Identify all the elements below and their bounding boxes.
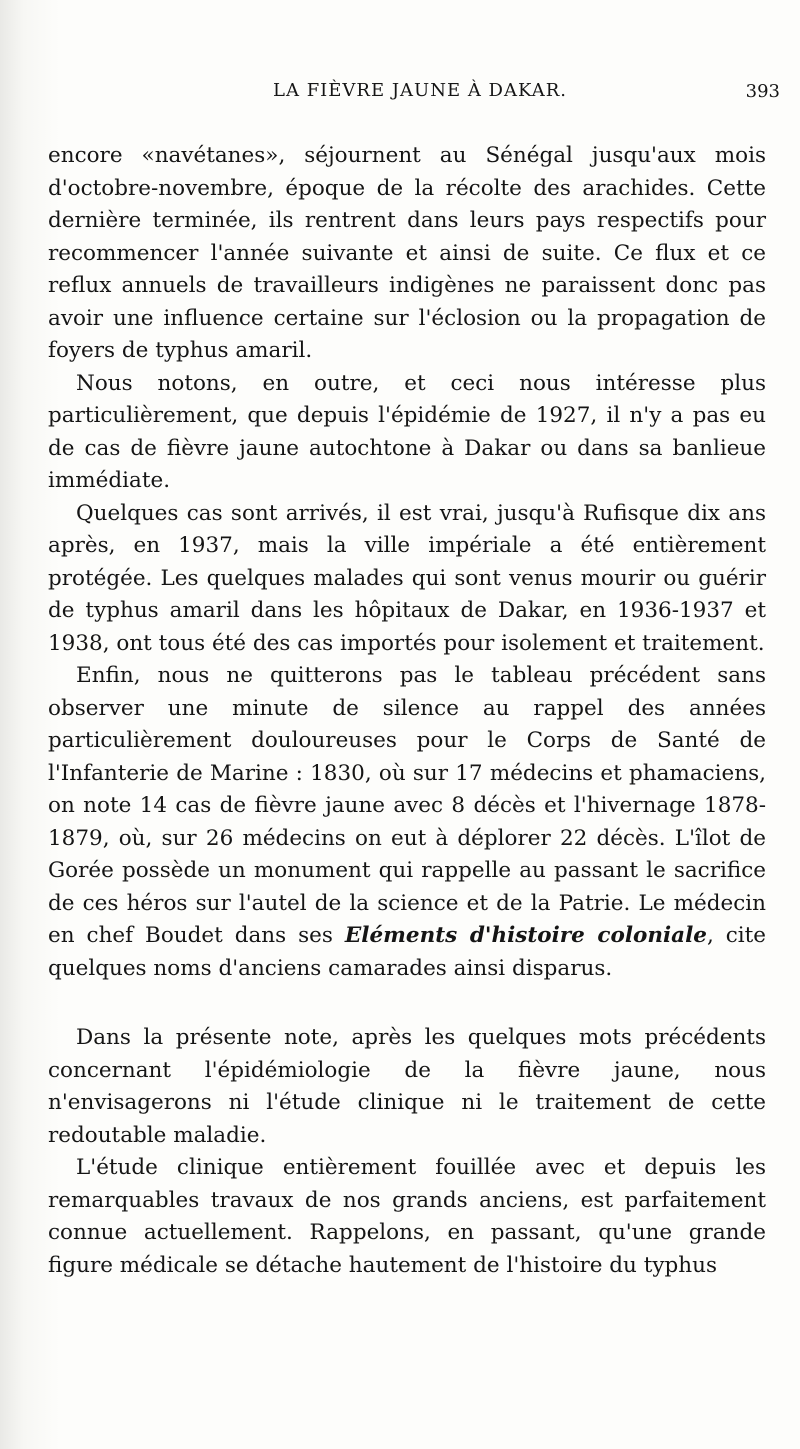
body-text xyxy=(48,140,766,1282)
running-header xyxy=(60,80,780,110)
paragraph-5: Dans la présente note, après les quelques mots précédents concernant l'épidémiologie de la fièvre jaune, nous n'envisagerons ni l'étude clinique ni le traitement de cette redoutable maladie. xyxy=(48,1025,766,1148)
paragraph-3: Quelques cas sont arrivés, il est vrai, jusqu'à Rufisque dix ans après, en 1937, mais la ville impériale a été entièrement protégée. Les quelques malades qui sont venus mourir ou guérir de typhus amaril dans les hôpitaux de Dakar, en 1936-1937 et 1938, ont tous été des cas importés pour isolement et traitement. xyxy=(48,500,766,656)
running-title: LA FIÈVRE JAUNE À DAKAR. xyxy=(273,80,567,101)
page-number: 393 xyxy=(745,81,780,102)
paragraph-4-text-start: Enfin, nous ne quitterons pas le tableau précédent sans observer une minute de silence au rappel des années particulièrement douloureuses pour le Corps de Santé de l'Infanterie de Marine : 1830, où sur 17 médecins et phamaciens, on note 14 cas de fièvre jaune avec 8 décès et l'hivernage 1878-1879, où, sur 26 médecins on eut à déplorer 22 décès. L'îlot de Gorée possède un monument qui rappelle au passant le sacrifice de ces héros sur l'autel de la science et de la Patrie. Le médecin en chef Boudet dans ses xyxy=(48,663,766,948)
paragraph-4-text-end: , cite quelques noms d'anciens camarades ainsi disparus. xyxy=(48,923,767,981)
paragraph-6: L'étude clinique entièrement fouillée avec et depuis les remarquables travaux de nos grands anciens, est parfaitement connue actuellement. Rappelons, en passant, qu'une grande figure médicale se détache hautement de l'histoire du typhus xyxy=(48,1155,766,1278)
paragraph-2: Nous notons, en outre, et ceci nous intéresse plus particulièrement, que depuis l'épidémie de 1927, il n'y a pas eu de cas de fièvre jaune autochtone à Dakar ou dans sa banlieue immédiate. xyxy=(48,370,766,493)
paragraph-4 xyxy=(48,660,766,985)
book-title-reference: Eléments d'histoire coloniale xyxy=(344,923,707,948)
paragraph-1: encore «navétanes», séjournent au Sénégal jusqu'aux mois d'octobre-novembre, époque de la récolte des arachides. Cette dernière terminée, ils rentrent dans leurs pays respectifs pour recommencer l'année suivante et ainsi de suite. Ce flux et ce reflux annuels de travailleurs indigènes ne paraissent donc pas avoir une influence certaine sur l'éclosion ou la propagation de foyers de typhus amaril. xyxy=(48,143,766,363)
